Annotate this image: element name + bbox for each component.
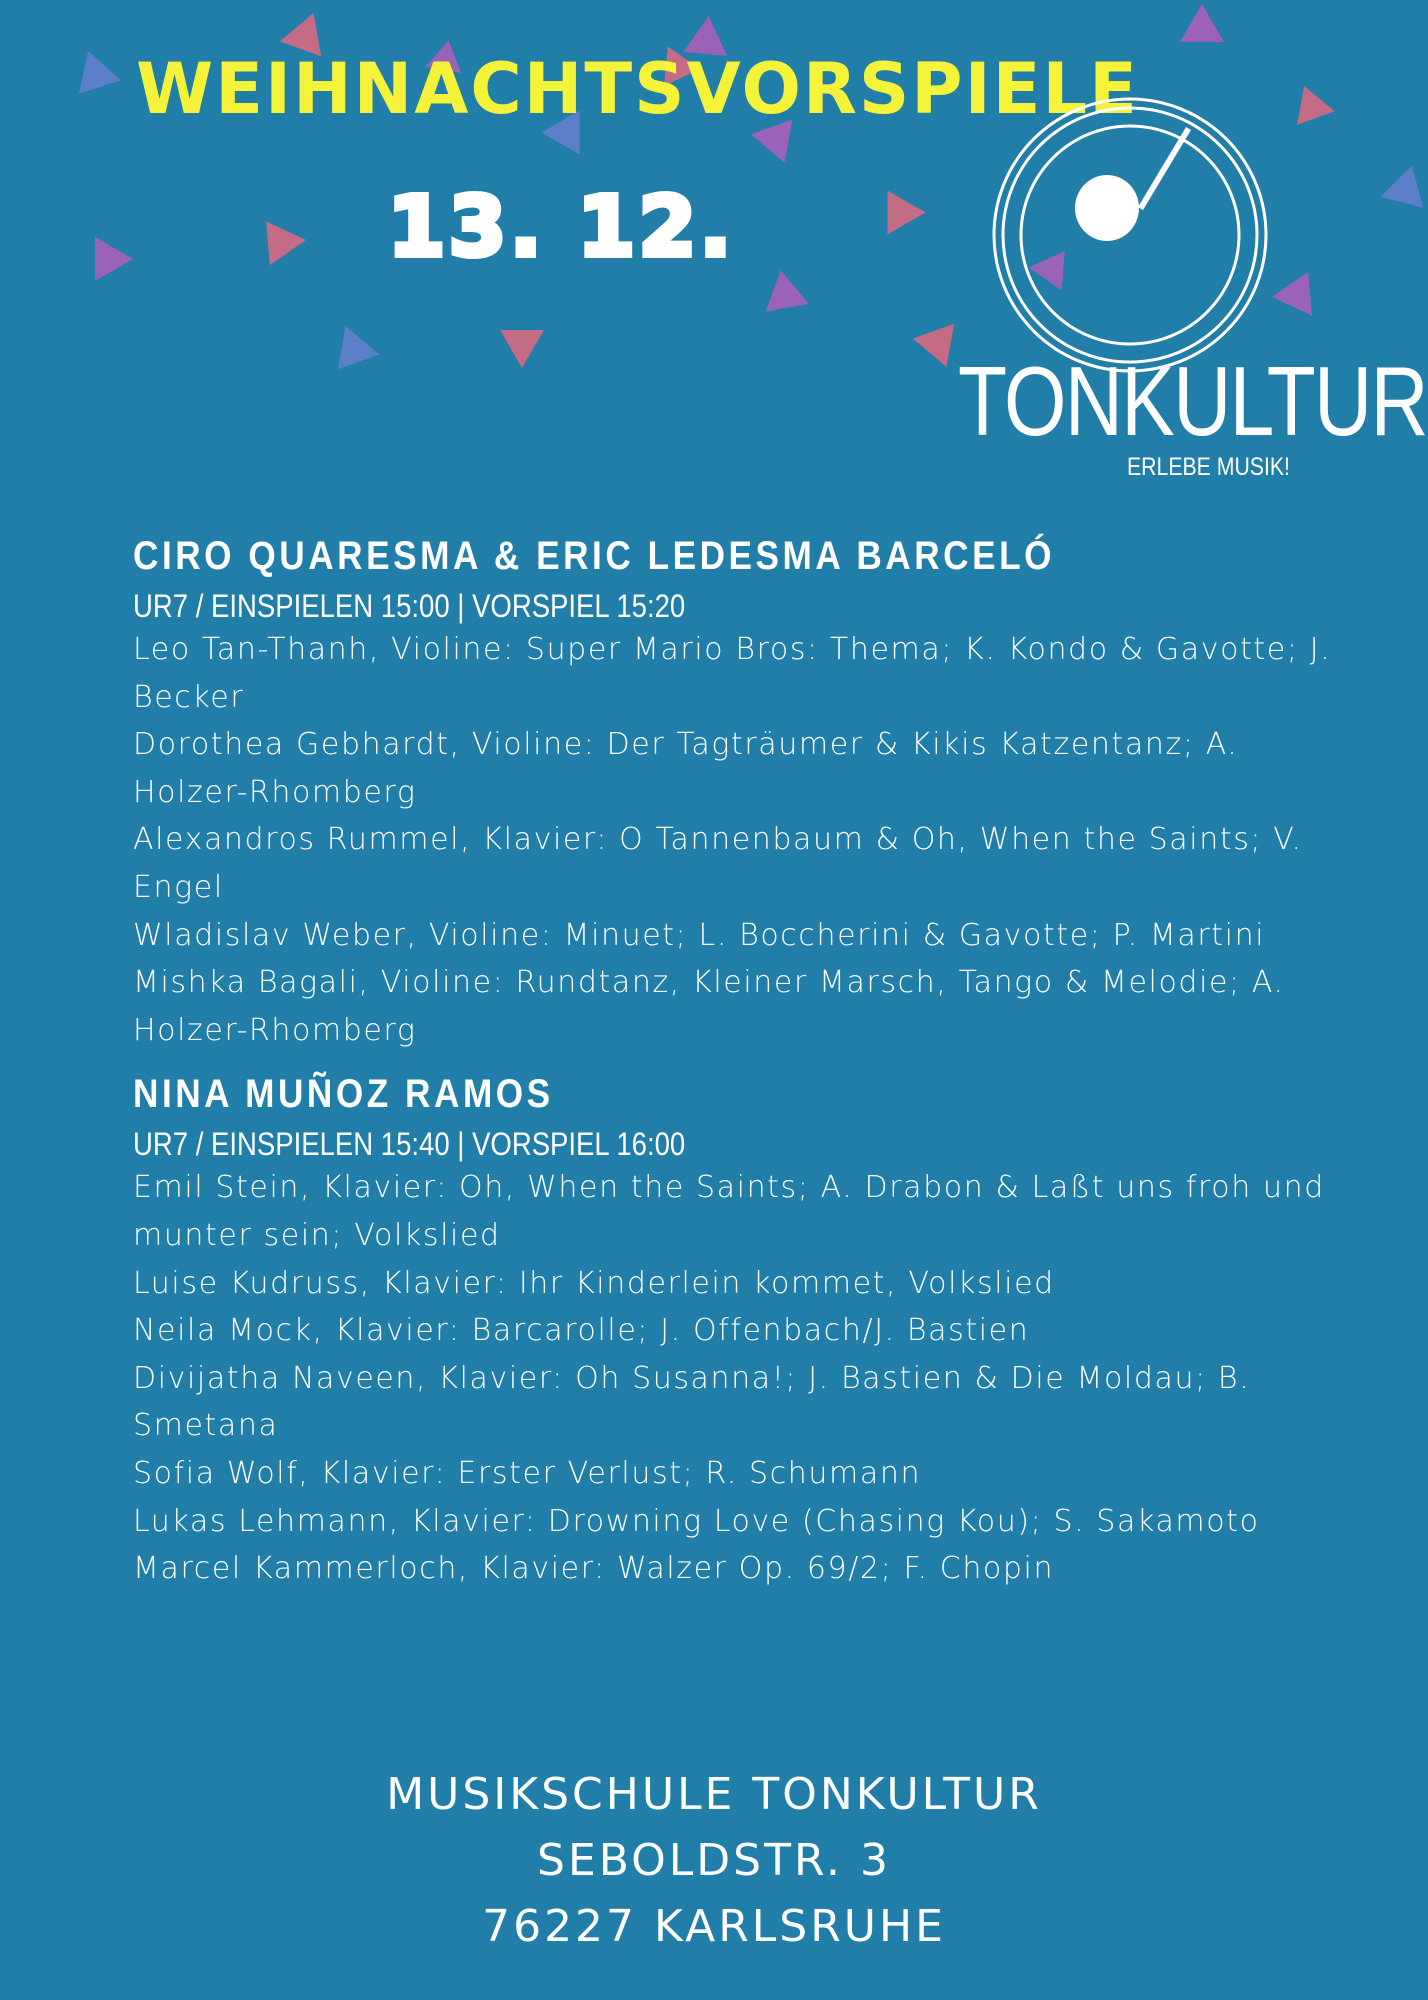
brand-tagline: ERLEBE MUSIK! <box>1127 453 1290 481</box>
section-schedule: UR7 / EINSPIELEN 15:40 | VORSPIEL 16:00 <box>133 1126 686 1163</box>
event-date: 13. 12. <box>388 180 736 275</box>
confetti-triangle <box>95 237 133 281</box>
confetti-triangle <box>868 180 925 235</box>
performer-entry: Mishka Bagali, Violine: Rundtanz, Kleiner Marsch, Tango & Melodie; A. Holzer-Rhomberg <box>133 965 1285 1048</box>
program-list <box>133 530 1343 1607</box>
venue-name: MUSIKSCHULE TONKULTUR <box>386 1769 1042 1820</box>
performer-entry: Divijatha Naveen, Klavier: Oh Susanna!; J. Bastien & Die Moldau; B. Smetana <box>133 1360 1251 1444</box>
music-note-icon <box>990 95 1270 375</box>
performer-entry: Lukas Lehmann, Klavier: Drowning Love (Chasing Kou); S. Sakamoto <box>133 1503 1260 1539</box>
confetti-triangle <box>248 209 306 265</box>
program-section <box>133 530 1343 1054</box>
brand-name: TONKULTUR <box>958 346 1427 456</box>
performer-entry: Alexandros Rummel, Klavier: O Tannenbaum & Oh, When the Saints; V. Engel <box>133 822 1303 905</box>
performer-entry: Emil Stein, Klavier: Oh, When the Saints; A. Drabon & Laßt uns froh und munter sein; Volkslied <box>133 1170 1325 1253</box>
section-schedule: UR7 / EINSPIELEN 15:00 | VORSPIEL 15:20 <box>133 588 686 624</box>
confetti-triangle <box>325 319 379 370</box>
program-section <box>133 1068 1343 1592</box>
performer-entry: Leo Tan-Thanh, Violine: Super Mario Bros: Thema; K. Kondo & Gavotte; J. Becker <box>133 632 1332 715</box>
confetti-triangle <box>1381 160 1428 208</box>
performer-entry: Wladislav Weber, Violine: Minuet; L. Boccherini & Gavotte; P. Martini <box>133 917 1266 953</box>
performer-entry: Luise Kudruss, Klavier: Ihr Kinderlein kommet, Volkslied <box>133 1265 1055 1301</box>
confetti-triangle <box>1272 262 1328 315</box>
event-headline: WEIHNACHTSVORSPIELE <box>136 48 1139 130</box>
performer-entry: Neila Mock, Klavier: Barcarolle; J. Offenbach/J. Bastien <box>133 1313 1030 1349</box>
section-teachers: NINA MUÑOZ RAMOS <box>133 1072 554 1117</box>
performer-entry: Marcel Kammerloch, Klavier: Walzer Op. 69/2; F. Chopin <box>133 1551 1055 1587</box>
performer-entry: Dorothea Gebhardt, Violine: Der Tagträumer & Kikis Katzentanz; A. Holzer-Rhomberg <box>133 727 1239 810</box>
section-teachers: CIRO QUARESMA & ERIC LEDESMA BARCELÓ <box>133 534 1056 578</box>
venue-address <box>0 1762 1428 1960</box>
confetti-triangle <box>500 330 544 368</box>
venue-city: 76227 KARLSRUHE <box>482 1901 946 1952</box>
confetti-triangle <box>759 266 809 311</box>
confetti-triangle <box>1285 79 1334 125</box>
confetti-triangle <box>67 44 121 94</box>
venue-street: SEBOLDSTR. 3 <box>537 1835 891 1886</box>
confetti-triangle <box>1180 4 1224 42</box>
performer-entry: Sofia Wolf, Klavier: Erster Verlust; R. Schumann <box>133 1455 922 1491</box>
